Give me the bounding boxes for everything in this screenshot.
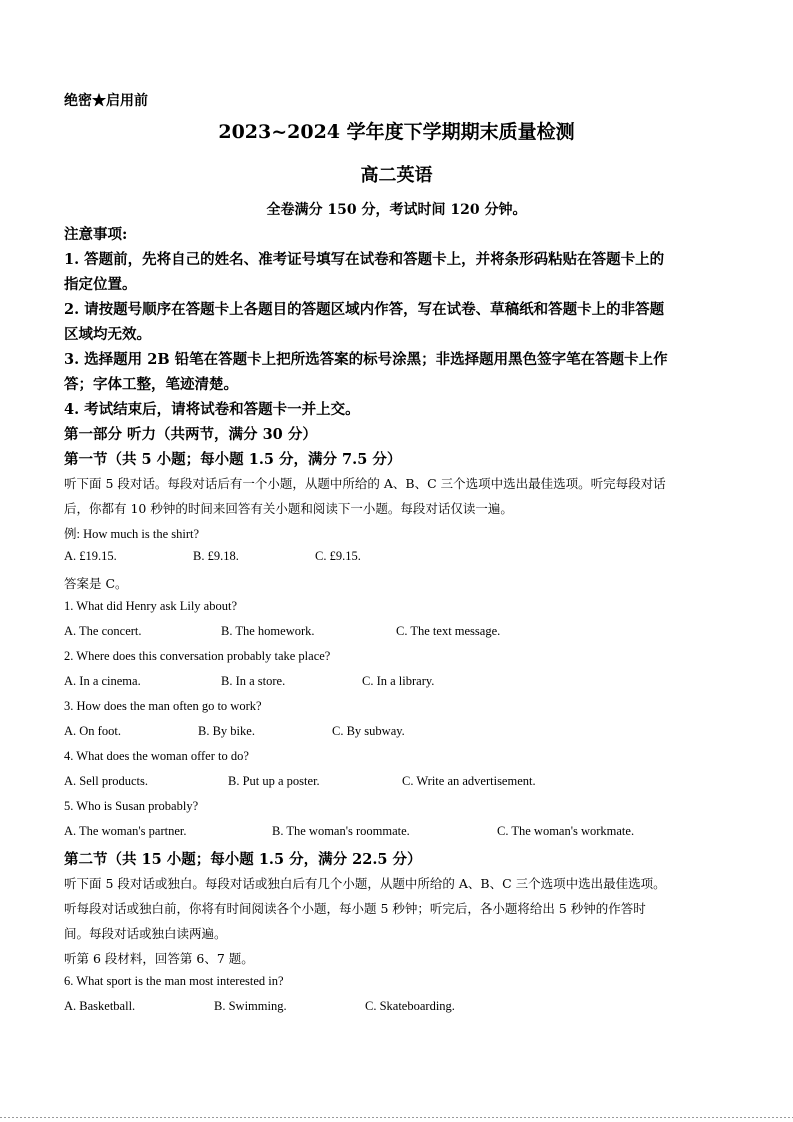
section2-title: 第二节（共 15 小题；每小题 1.5 分，满分 22.5 分） <box>64 851 422 868</box>
notes-heading: 注意事项: <box>64 226 128 243</box>
question-4-option-c: C. Write an advertisement. <box>402 774 536 788</box>
page-bottom-divider <box>0 1117 793 1118</box>
example-option-c: C. £9.15. <box>315 549 361 563</box>
question-5: 5. Who is Susan probably? <box>64 799 199 813</box>
note-4: 4. 考试结束后，请将试卷和答题卡一并上交。 <box>64 401 360 418</box>
section1-instruction-line-2: 后，你都有 10 秒钟的时间来回答有关小题和阅读下一小题。每段对话仅读一遍。 <box>64 501 513 516</box>
note-2-line-1: 2. 请按题号顺序在答题卡上各题目的答题区域内作答，写在试卷、草稿纸和答题卡上的非答题 <box>64 301 665 318</box>
note-1-line-2: 指定位置。 <box>64 276 137 293</box>
example-answer: 答案是 C。 <box>64 576 128 591</box>
question-3: 3. How does the man often go to work? <box>64 699 262 713</box>
question-4: 4. What does the woman offer to do? <box>64 749 249 763</box>
question-1-option-b: B. The homework. <box>221 624 315 638</box>
example-option-b: B. £9.18. <box>193 549 239 563</box>
question-1-option-c: C. The text message. <box>396 624 501 638</box>
question-6-option-b: B. Swimming. <box>214 999 287 1013</box>
example-option-a: A. £19.15. <box>64 549 117 563</box>
question-1: 1. What did Henry ask Lily about? <box>64 599 237 613</box>
question-3-option-c: C. By subway. <box>332 724 405 738</box>
part1-title: 第一部分 听力（共两节，满分 30 分） <box>64 426 317 443</box>
question-2-option-c: C. In a library. <box>362 674 435 688</box>
section1-instruction-line-1: 听下面 5 段对话。每段对话后有一个小题，从题中所给的 A、B、C 三个选项中选出最佳选项。听完每段对话 <box>64 476 666 491</box>
note-2-line-2: 区域均无效。 <box>64 326 151 343</box>
question-6-option-c: C. Skateboarding. <box>365 999 455 1013</box>
section2-instruction-line-3: 间。每段对话或独白读两遍。 <box>64 926 227 941</box>
secret-label: 绝密★启用前 <box>64 93 148 109</box>
question-5-option-b: B. The woman's roommate. <box>272 824 410 838</box>
question-5-option-c: C. The woman's workmate. <box>497 824 635 838</box>
exam-title: 2023~2024 学年度下学期期末质量检测 <box>218 121 575 143</box>
question-6: 6. What sport is the man most interested in? <box>64 974 284 988</box>
exam-subject: 高二英语 <box>360 165 433 186</box>
exam-total-info: 全卷满分 150 分，考试时间 120 分钟。 <box>266 202 527 218</box>
question-2: 2. Where does this conversation probably take place? <box>64 649 331 663</box>
question-3-option-a: A. On foot. <box>64 724 121 738</box>
question-1-option-a: A. The concert. <box>64 624 142 638</box>
section1-title: 第一节（共 5 小题；每小题 1.5 分，满分 7.5 分） <box>64 451 402 468</box>
note-3-line-1: 3. 选择题用 2B 铅笔在答题卡上把所选答案的标号涂黑；非选择题用黑色签字笔在答题卡上作 <box>64 351 668 368</box>
note-1-line-1: 1. 答题前，先将自己的姓名、准考证号填写在试卷和答题卡上，并将条形码粘贴在答题卡上的 <box>64 251 665 268</box>
section2-instruction-line-2: 听每段对话或独白前，你将有时间阅读各个小题，每小题 5 秒钟；听完后，各小题将给出 5 秒钟的作答时 <box>64 901 646 916</box>
question-3-option-b: B. By bike. <box>198 724 255 738</box>
example-question: 例: How much is the shirt? <box>64 527 200 541</box>
note-3-line-2: 答；字体工整，笔迹清楚。 <box>64 376 238 393</box>
question-4-option-b: B. Put up a poster. <box>228 774 320 788</box>
question-5-option-a: A. The woman's partner. <box>64 824 187 838</box>
material-6-intro: 听第 6 段材料，回答第 6、7 题。 <box>64 951 254 966</box>
section2-instruction-line-1: 听下面 5 段对话或独白。每段对话或独白后有几个小题，从题中所给的 A、B、C 三个选项中选出最佳选项。 <box>64 876 666 891</box>
question-2-option-b: B. In a store. <box>221 674 286 688</box>
question-6-option-a: A. Basketball. <box>64 999 136 1013</box>
question-2-option-a: A. In a cinema. <box>64 674 141 688</box>
question-4-option-a: A. Sell products. <box>64 774 149 788</box>
